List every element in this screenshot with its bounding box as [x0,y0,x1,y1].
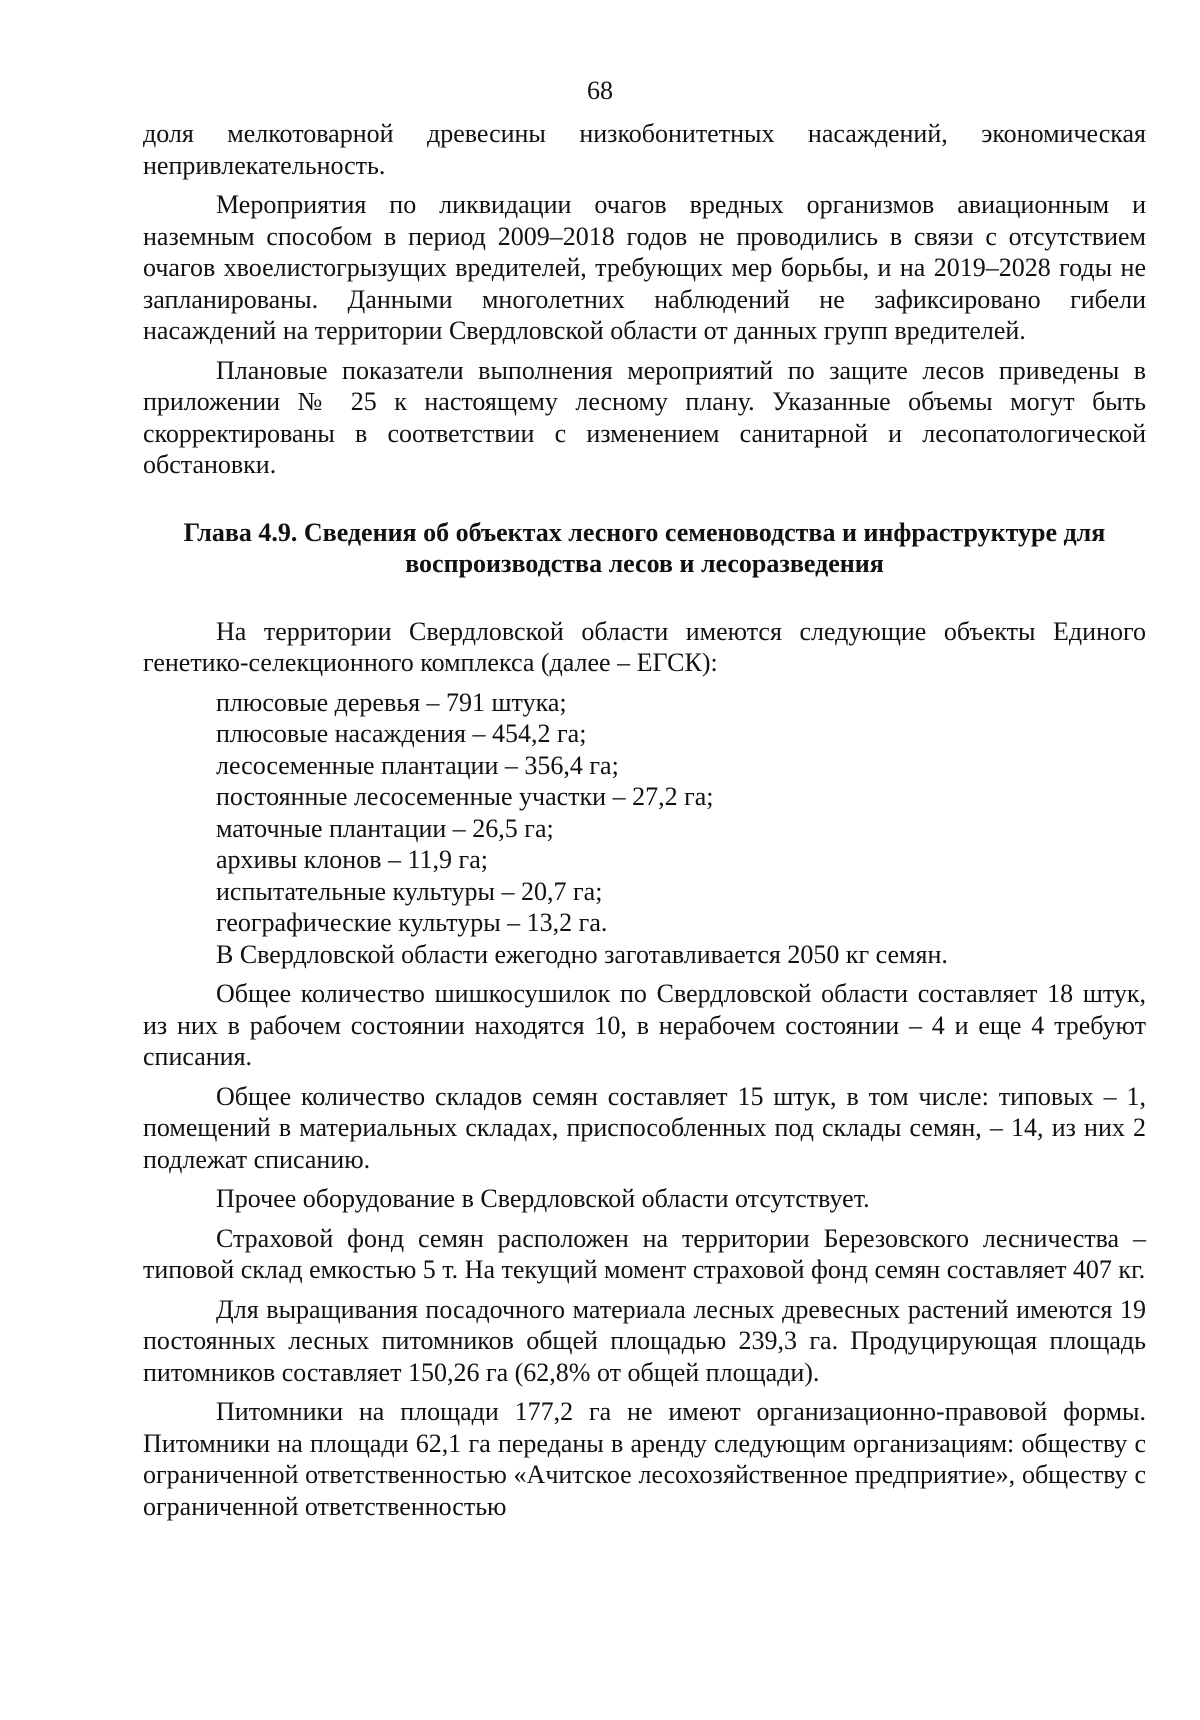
page-content [143,118,1146,1530]
paragraph-egsk-intro: На территории Свердловской области имеются следующие объекты Единого генетико-селекционного комплекса (далее – ЕГСК): [143,616,1146,677]
list-item: испытательные культуры – 20,7 га; [216,876,603,906]
list-item: маточные плантации – 26,5 га; [216,813,554,843]
paragraph-nurseries: Для выращивания посадочного материала лесных древесных растений имеются 19 постоянных лесных питомников общей площадью 239,3 га. Продуцирующая площадь питомников составляет 150,26 га (62,8% от общей площади). [143,1294,1146,1387]
list-item: плюсовые насаждения – 454,2 га; [216,719,587,748]
paragraph-seed-warehouses: Общее количество складов семян составляет 15 штук, в том числе: типовых – 1, помещений в материальных складах, приспособленных под склады семян, – 14, из них 2 подлежат списанию. [143,1081,1146,1174]
chapter-heading: Глава 4.9. Сведения об объектах лесного семеноводства и инфраструктуре для воспроизводства лесов и лесоразведения [183,517,1106,578]
paragraph-insurance-fund: Страховой фонд семян расположен на территории Березовского лесничества – типовой склад емкостью 5 т. На текущий момент страховой фонд семян составляет 407 кг. [143,1223,1146,1284]
paragraph-cone-dryers: Общее количество шишкосушилок по Свердловской области составляет 18 штук, из них в рабочем состоянии находятся 10, в нерабочем состоянии – 4 и еще 4 требуют списания. [143,979,1146,1071]
paragraph-pest-control: Мероприятия по ликвидации очагов вредных организмов авиационным и наземным способом в период 2009–2018 годов не проводились в связи с отсутствием очагов хвоелистогрызущих вредителей, требующих мер борьбы, и на 2019–2028 годы не запланированы. Данными многолетних наблюдений не зафиксировано гибели насаждений на территории Свердловской области от данных групп вредителей. [143,190,1146,345]
list-item: географические культуры – 13,2 га. [216,908,608,937]
page-number: 68 [587,76,613,105]
list-item: плюсовые деревья – 791 штука; [216,687,567,717]
list-item: постоянные лесосеменные участки – 27,2 га; [216,782,714,811]
paragraph-continuation: доля мелкотоварной древесины низкобонитетных насаждений, экономическая непривлекательность. [143,119,1146,180]
paragraph-other-equipment: Прочее оборудование в Свердловской области отсутствует. [216,1184,870,1213]
list-item: архивы клонов – 11,9 га; [216,845,488,874]
egsk-list [143,687,1146,939]
paragraph-seed-harvest: В Свердловской области ежегодно заготавливается 2050 кг семян. [216,939,948,969]
paragraph-nursery-lease: Питомники на площади 177,2 га не имеют организационно-правовой формы. Питомники на площади 62,1 га переданы в аренду следующим организациям: обществу с ограниченной ответственностью «Ачитское лесохозяйственное предприятие», обществу с ограниченной ответственностью [143,1397,1146,1521]
paragraph-planned-indicators: Плановые показатели выполнения мероприятий по защите лесов приведены в приложении № 25 к настоящему лесному плану. Указанные объемы могут быть скорректированы в соответствии с изменением санитарной и лесопатологической обстановки. [143,355,1146,479]
list-item: лесосеменные плантации – 356,4 га; [216,750,619,780]
